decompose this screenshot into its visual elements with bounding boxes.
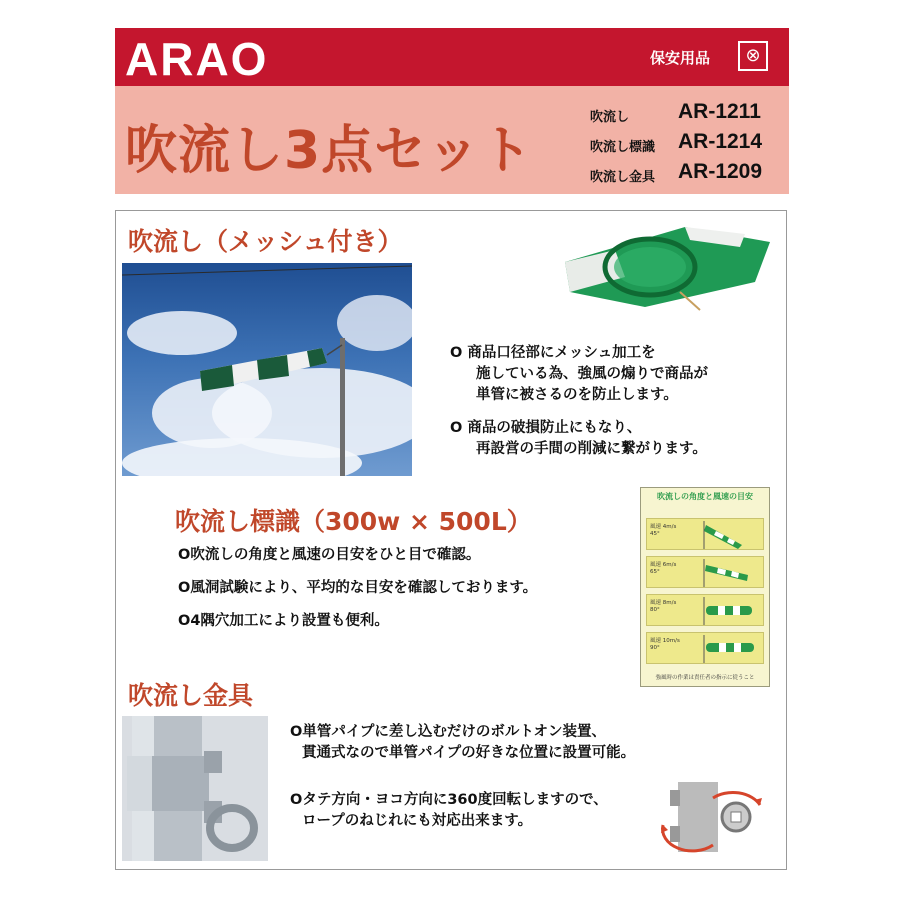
feature-line: O 商品口径部にメッシュ加工を [450, 345, 656, 361]
sign-speed: 風速 4m/s [650, 524, 677, 530]
windsock-photo [122, 263, 412, 476]
feature-line: O単管パイプに差し込むだけのボルトオン装置、 [290, 724, 606, 740]
bracket-feature [290, 722, 635, 764]
product-name: 吹流し [590, 110, 630, 125]
sign-row [646, 518, 764, 550]
sign-row [646, 632, 764, 664]
product-name: 吹流し標識 [590, 140, 656, 155]
brand-logo: ARAO [125, 33, 269, 85]
sign-angle: 80° [650, 607, 660, 613]
sign-board-title: 吹流しの角度と風速の目安 [657, 492, 753, 501]
sign-angle: 45° [650, 531, 660, 537]
product-code: AR-1211 [678, 100, 761, 123]
feature-line: O 商品の破損防止にもなり、 [450, 420, 642, 436]
windsock-feature [450, 418, 707, 460]
feature-line: 再設営の手間の削減に繋がります。 [476, 441, 707, 457]
section-title-sign: 吹流し標識（300w × 500L） [175, 507, 532, 536]
section-title-bracket: 吹流し金具 [128, 681, 254, 710]
bracket-photo [122, 716, 268, 861]
sign-feature: O4隅穴加工により設置も便利。 [178, 613, 389, 629]
section-title-windsock: 吹流し（メッシュ付き） [128, 227, 403, 256]
sign-board-footer: 強風時の作業は責任者の指示に従うこと [655, 675, 755, 681]
windsock-angle-icon [702, 521, 762, 549]
sign-feature: O吹流しの角度と風速の目安をひと目で確認。 [178, 547, 481, 563]
windsock-angle-icon [702, 597, 762, 625]
category-label: 保安用品 [650, 49, 711, 67]
product-code: AR-1209 [678, 160, 763, 183]
sign-row [646, 556, 764, 588]
sign-angle: 90° [650, 645, 660, 651]
page-title: 吹流し3点セット [125, 121, 534, 181]
sign-speed: 風速 6m/s [650, 562, 677, 568]
feature-line: ロープのねじれにも対応出来ます。 [302, 813, 533, 829]
sign-row [646, 594, 764, 626]
sign-feature: O風洞試験により、平均的な目安を確認しております。 [178, 580, 538, 596]
mesh-windsock-photo [555, 222, 775, 312]
rotation-diagram [658, 780, 778, 860]
sign-speed: 風速 10m/s [650, 638, 680, 644]
windsock-angle-icon [702, 635, 762, 663]
wind-sign-board [640, 487, 770, 687]
feature-line: 単管に被さるのを防止します。 [476, 387, 678, 403]
sign-angle: 65° [650, 569, 660, 575]
product-name: 吹流し金具 [590, 170, 656, 185]
feature-line: Oタテ方向・ヨコ方向に360度回転しますので、 [290, 792, 608, 808]
windsock-angle-icon [702, 559, 762, 587]
safety-goods-icon: ⊗ [738, 41, 768, 71]
bracket-feature [290, 790, 608, 832]
windsock-feature [450, 343, 708, 406]
product-code: AR-1214 [678, 130, 763, 153]
sign-speed: 風速 8m/s [650, 600, 677, 606]
feature-line: 施している為、強風の煽りで商品が [476, 366, 708, 382]
feature-line: 貫通式なので単管パイプの好きな位置に設置可能。 [302, 745, 636, 761]
